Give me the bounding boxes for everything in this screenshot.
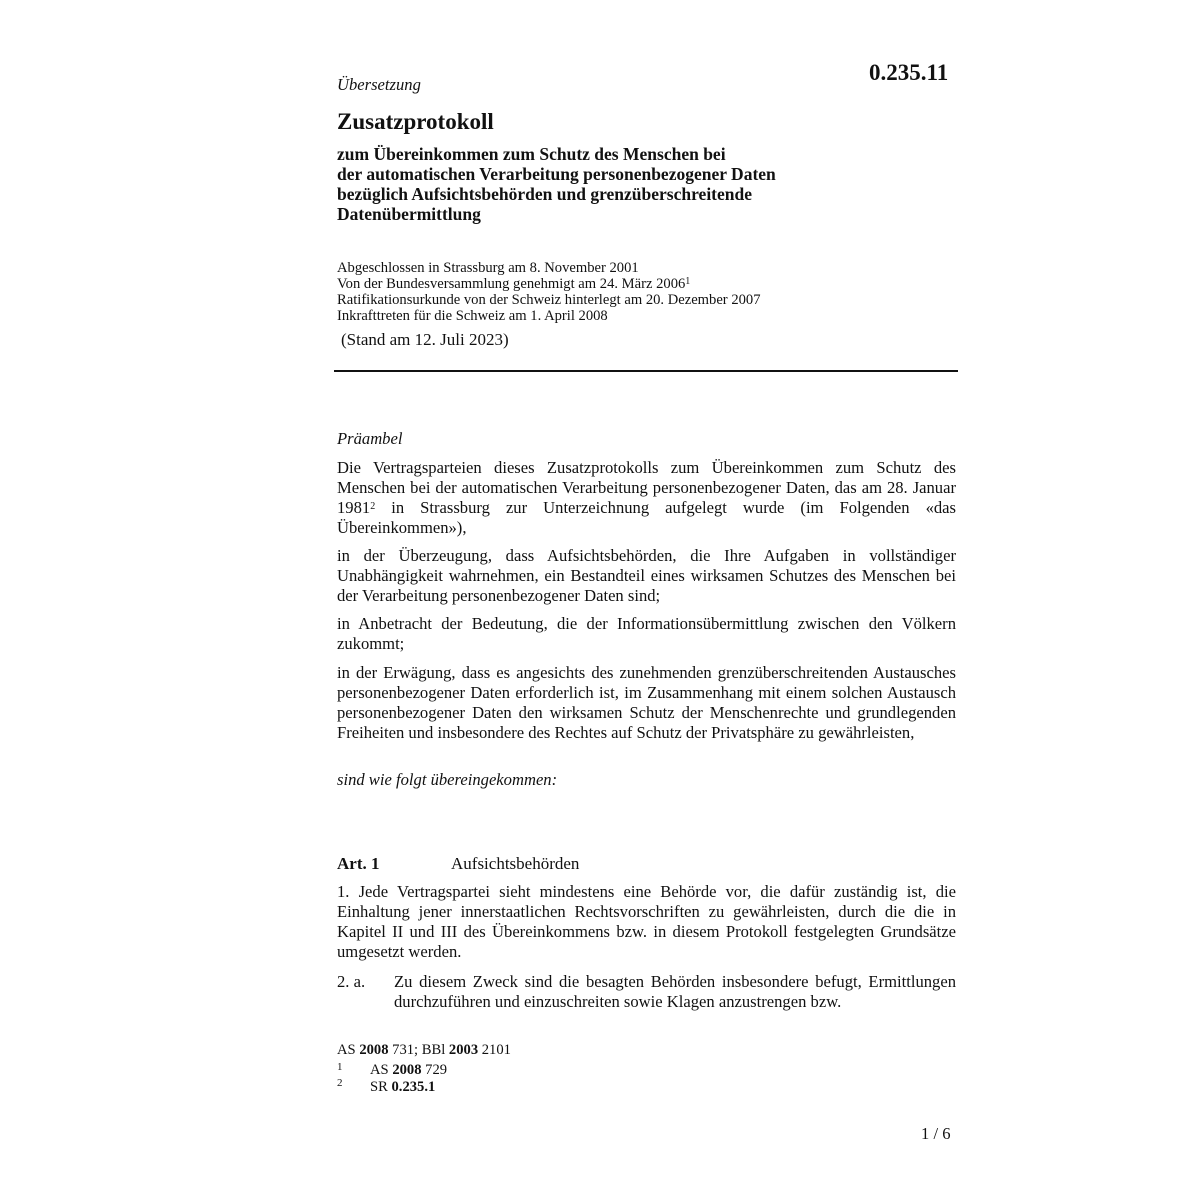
footnote-number: 2 xyxy=(337,1077,343,1089)
article-label: Art. 1 xyxy=(337,854,380,873)
source-text: AS xyxy=(337,1042,360,1058)
footnote-prefix: SR xyxy=(370,1079,392,1095)
footnote-bold: 0.235.1 xyxy=(391,1079,436,1095)
preamble-paragraph: in der Erwägung, dass es angesichts des zunehmenden grenzüberschreitenden Austausches personenbezogener Daten erforderlich ist, im Zusammenhang mit einem solchen Austausch personenbezogener Daten den wirksamen Schutz der Menschenrechte und grundlegenden Freiheiten und insbesondere des Rechtes auf Schutz der Privatsphäre zu gewährleisten, xyxy=(337,663,956,742)
footnote-ref[interactable]: 1 xyxy=(685,276,691,287)
sr-number: 0.235.11 xyxy=(869,60,949,85)
source-text: 2101 xyxy=(478,1042,511,1058)
source-reference xyxy=(337,1042,511,1059)
preamble-paragraph: in Anbetracht der Bedeutung, die der Informationsübermittlung zwischen den Völkern zukommt; xyxy=(337,614,956,653)
footnote-suffix: 729 xyxy=(421,1062,448,1078)
source-year: 2003 xyxy=(448,1042,479,1058)
footnote-bold: 2008 xyxy=(392,1062,422,1078)
source-text: 731; BBl xyxy=(388,1042,449,1058)
source-year: 2008 xyxy=(359,1042,389,1058)
preamble-closing: sind wie folgt übereingekommen: xyxy=(337,770,558,789)
concluded-date: Abgeschlossen in Strassburg am 8. November 2001 xyxy=(337,260,639,276)
ratification-date: Ratifikationsurkunde von der Schweiz hinterlegt am 20. Dezember 2007 xyxy=(337,292,761,308)
article-paragraph: Zu diesem Zweck sind die besagten Behörden insbesondere befugt, Ermittlungen durchzuführen und einzuschreiten sowie Klagen anzustrengen bzw. xyxy=(394,972,956,1011)
subtitle-line: zum Übereinkommen zum Schutz des Menschen bei xyxy=(337,144,726,164)
status-date: (Stand am 12. Juli 2023) xyxy=(341,330,509,349)
subtitle-line: der automatischen Verarbeitung personenbezogener Daten xyxy=(337,164,776,184)
preamble-text: Die Vertragsparteien dieses Zusatzprotokolls zum Übereinkommen zum Schutz des Menschen bei der automatischen Verarbeitung personenbezogener Daten, das am 28. Januar 1981 xyxy=(337,458,956,517)
preamble-text: in Strassburg zur Unterzeichnung aufgelegt wurde (im Folgenden «das Übereinkommen»), xyxy=(337,498,956,537)
footnote-text xyxy=(370,1062,447,1079)
preamble-paragraph xyxy=(337,458,956,538)
article-item-number: 2. a. xyxy=(337,972,366,991)
preamble-heading: Präambel xyxy=(337,429,403,448)
header-divider xyxy=(334,370,958,372)
document-title: Zusatzprotokoll xyxy=(337,109,494,134)
in-force-date: Inkrafttreten für die Schweiz am 1. April 2008 xyxy=(337,308,608,324)
subtitle-line: Datenübermittlung xyxy=(337,204,481,224)
subtitle-line: bezüglich Aufsichtsbehörden und grenzüberschreitende xyxy=(337,184,753,204)
translation-label: Übersetzung xyxy=(337,75,421,94)
article-paragraph: 1. Jede Vertragspartei sieht mindestens eine Behörde vor, die dafür zuständig ist, die Einhaltung jener innerstaatlichen Rechtsvorschriften zu gewährleisten, durch die die in Kapitel II und III des Übereinkommens bzw. in diesem Protokoll festgelegten Grundsätze umgesetzt werden. xyxy=(337,882,956,961)
approval-text: Von der Bundesversammlung genehmigt am 24. März 2006 xyxy=(337,276,686,292)
article-title: Aufsichtsbehörden xyxy=(451,854,580,873)
preamble-paragraph: in der Überzeugung, dass Aufsichtsbehörden, die Ihre Aufgaben in vollständiger Unabhängigkeit wahrnehmen, ein Bestandteil eines wirksamen Schutzes des Menschen bei der Verarbeitung personenbezogener Daten sind; xyxy=(337,546,956,605)
document-subtitle xyxy=(337,144,776,224)
approval-date xyxy=(337,276,690,292)
page-number: 1 / 6 xyxy=(921,1124,951,1143)
footnote-number: 1 xyxy=(337,1061,343,1073)
footnote-prefix: AS xyxy=(370,1062,393,1078)
footnote-ref[interactable]: 2 xyxy=(370,501,376,512)
footnote-text xyxy=(370,1079,435,1096)
